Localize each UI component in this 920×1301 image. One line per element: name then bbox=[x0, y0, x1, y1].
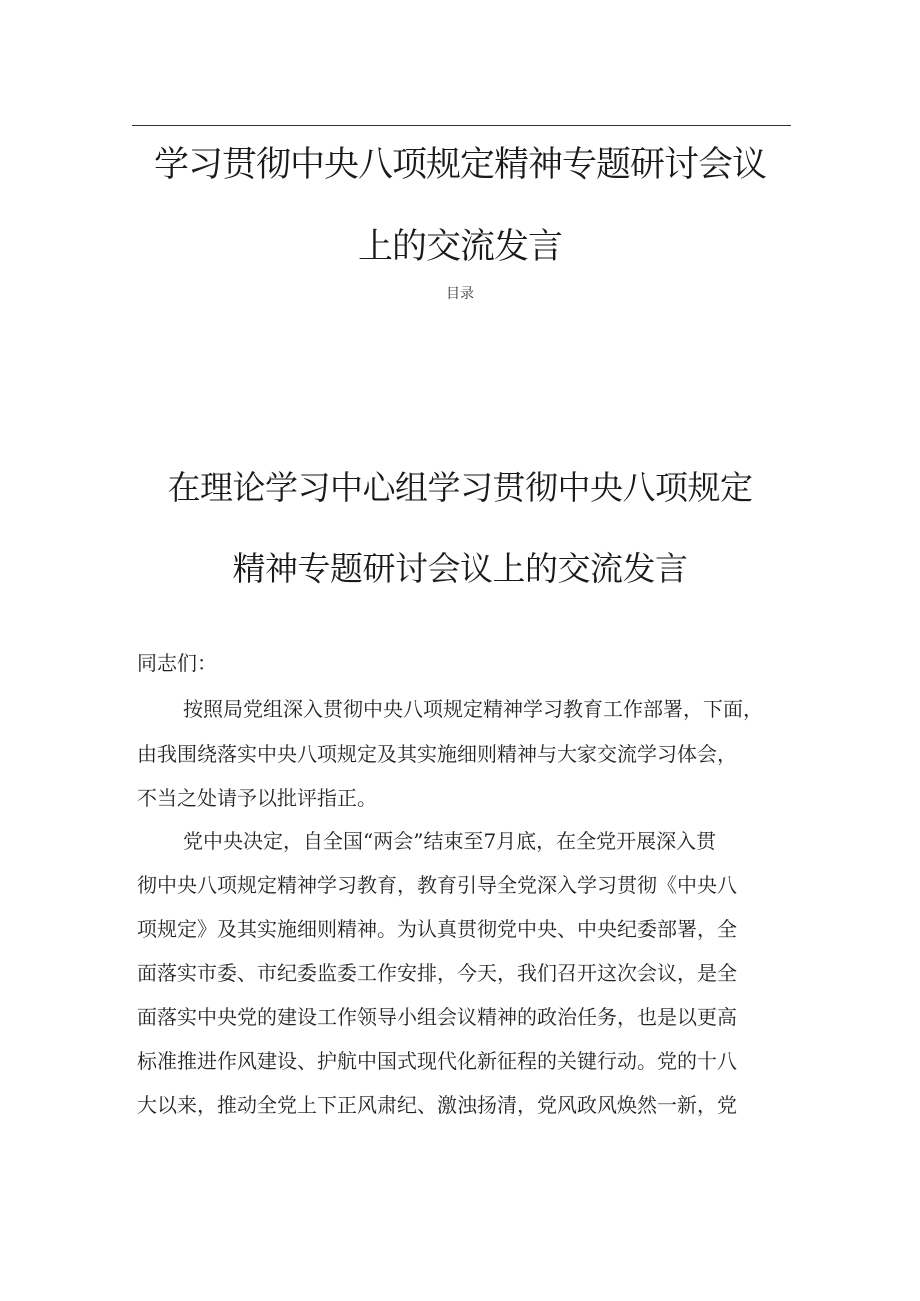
paragraph-2-line-6: 标准推进作风建设、护航中国式现代化新征程的关键行动。党的十八 bbox=[137, 1049, 737, 1073]
table-of-contents-label: 目录 bbox=[446, 286, 474, 302]
paragraph-2-line-4: 面落实市委、市纪委监委工作安排，今天，我们召开这次会议，是全 bbox=[137, 961, 737, 985]
section-title-line-2: 精神专题研讨会议上的交流发言 bbox=[232, 549, 688, 588]
salutation: 同志们： bbox=[137, 651, 217, 675]
paragraph-2-line-3: 项规定》及其实施细则精神。为认真贯彻党中央、中央纪委部署，全 bbox=[137, 917, 737, 941]
paragraph-2-line-5: 面落实中央党的建设工作领导小组会议精神的政治任务，也是以更高 bbox=[137, 1005, 737, 1029]
header-rule bbox=[132, 125, 791, 126]
document-title-line-2: 上的交流发言 bbox=[357, 227, 562, 267]
section-title-line-1: 在理论学习中心组学习贯彻中央八项规定 bbox=[167, 468, 753, 507]
document-title-line-1: 学习贯彻中央八项规定精神专题研讨会议 bbox=[153, 145, 766, 185]
paragraph-2-line-2: 彻中央八项规定精神学习教育，教育引导全党深入学习贯彻《中央八 bbox=[137, 873, 737, 897]
paragraph-2-line-7: 大以来，推动全党上下正风肃纪、激浊扬清，党风政风焕然一新，党 bbox=[137, 1093, 737, 1117]
paragraph-1-line-2: 由我围绕落实中央八项规定及其实施细则精神与大家交流学习体会， bbox=[137, 742, 737, 766]
paragraph-1-line-1: 按照局党组深入贯彻中央八项规定精神学习教育工作部署，下面， bbox=[183, 697, 763, 721]
paragraph-2-line-1: 党中央决定，自全国“两会”结束至7月底，在全党开展深入贯 bbox=[183, 829, 717, 853]
paragraph-1-line-3: 不当之处请予以批评指正。 bbox=[137, 786, 377, 810]
